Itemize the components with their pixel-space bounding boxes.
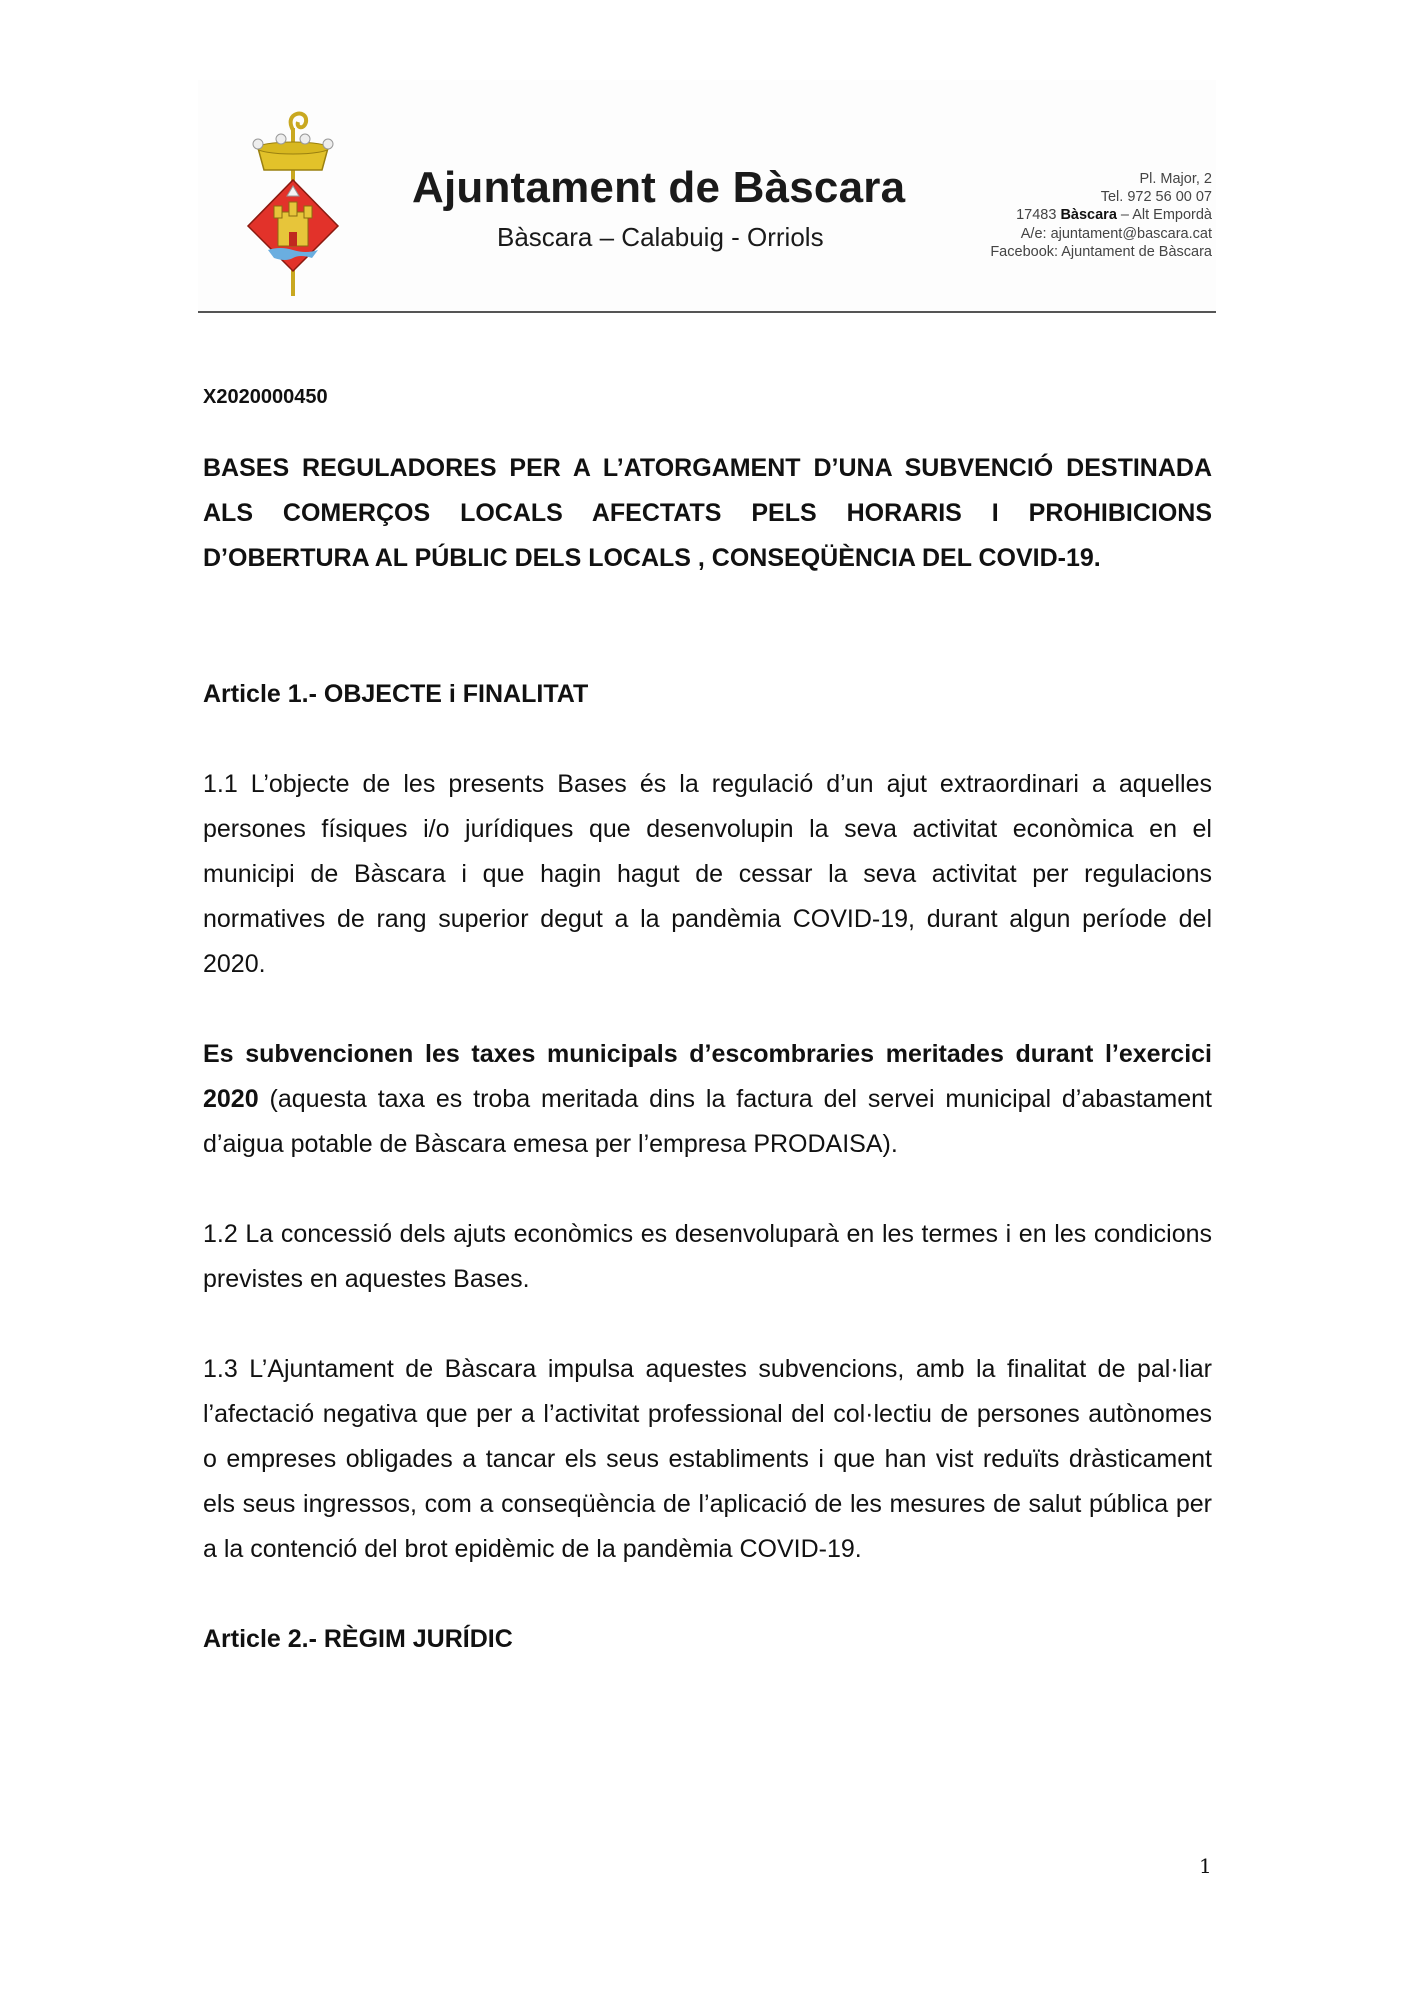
subsidy-detail-text: (aquesta taxa es troba meritada dins la factura del servei municipal d’abastament d’aigua potable de Bàscara emesa per l’empresa PRODAISA). — [203, 1085, 1212, 1158]
document-id: X2020000450 — [203, 386, 328, 408]
article-2-heading: Article 2.- RÈGIM JURÍDIC — [203, 1625, 513, 1653]
contact-location — [990, 206, 1212, 224]
document-title: BASES REGULADORES PER A L’ATORGAMENT D’UNA SUBVENCIÓ DESTINADA ALS COMERÇOS LOCALS AFECTATS PELS HORARIS I PROHIBICIONS D’OBERTURA AL PÚBLIC DELS LOCALS , CONSEQÜÈNCIA DEL COVID-19. — [203, 454, 1212, 572]
contact-postal-code: 17483 — [1016, 207, 1057, 224]
contact-block — [990, 170, 1212, 261]
org-title: Ajuntament de Bàscara — [412, 163, 906, 212]
article-1-heading: Article 1.- OBJECTE i FINALITAT — [203, 680, 589, 708]
org-subtitle: Bàscara – Calabuig - Orriols — [497, 222, 824, 252]
header-divider — [198, 311, 1216, 313]
contact-email: A/e: ajuntament@bascara.cat — [1020, 225, 1212, 242]
paragraph-1-3: 1.3 L’Ajuntament de Bàscara impulsa aquestes subvencions, amb la finalitat de pal·liar l’afectació negativa que per a l’activitat professional del col·lectiu de persones autònomes o empreses obligades a tancar els seus establiments i que han vist reduïts dràsticament els seus ingressos, com a conseqüència de l’aplicació de les mesures de salut pública per a la contenció del brot epidèmic de la pandèmia COVID-19. — [203, 1355, 1212, 1563]
subsidy-paragraph — [203, 1032, 1212, 1167]
coat-of-arms-icon — [238, 108, 348, 298]
contact-facebook: Facebook: Ajuntament de Bàscara — [990, 243, 1212, 260]
contact-address: Pl. Major, 2 — [1139, 171, 1212, 187]
paragraph-1-1: 1.1 L’objecte de les presents Bases és la regulació d’un ajut extraordinari a aquelles persones físiques i/o jurídiques que desenvolupin la seva activitat econòmica en el municipi de Bàscara i que hagin hagut de cessar la seva activitat per regulacions normatives de rang superior degut a la pandèmia COVID-19, durant algun període del 2020. — [203, 770, 1212, 978]
page-number: 1 — [1199, 1854, 1212, 1878]
contact-region: – Alt Empordà — [1120, 207, 1212, 224]
contact-phone: Tel. 972 56 00 07 — [1100, 189, 1212, 206]
paragraph-1-2: 1.2 La concessió dels ajuts econòmics es desenvoluparà en les termes i en les condicions previstes en aquestes Bases. — [203, 1220, 1212, 1293]
contact-town: Bàscara — [1060, 207, 1117, 224]
subsidy-bold-text: Es subvencionen les taxes municipals d’escombraries meritades durant l’exercici 2020 — [203, 1040, 1212, 1113]
